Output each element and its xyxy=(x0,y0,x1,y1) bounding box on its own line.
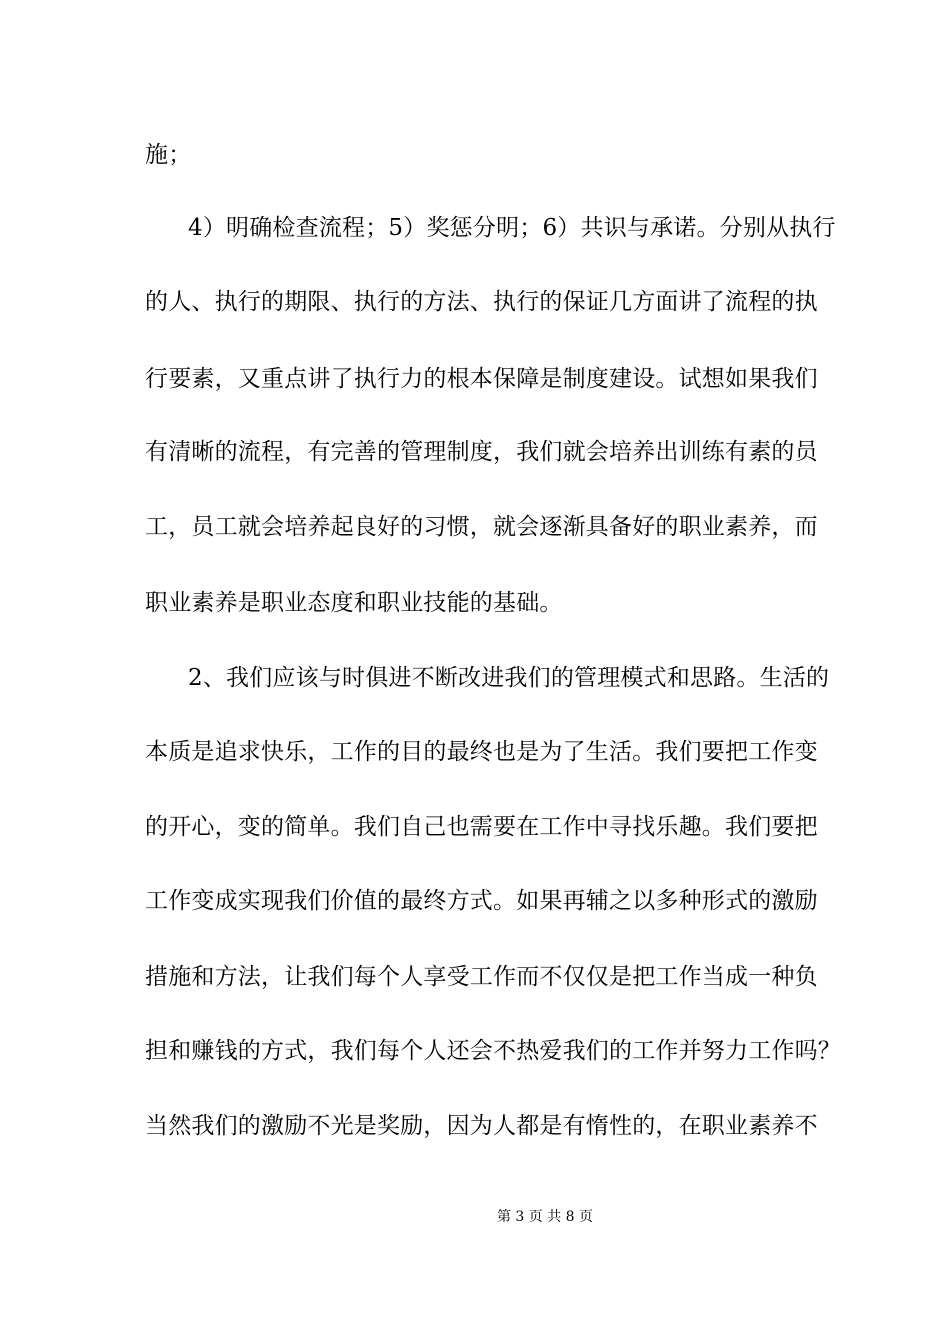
page-footer: 第 3 页 共 8 页 xyxy=(496,1209,594,1225)
text-line-10: 的开心，变的简单。我们自己也需要在工作中寻找乐趣。我们要把 xyxy=(145,814,818,840)
text-line-8: 2、我们应该与时俱进不断改进我们的管理模式和思路。生活的 xyxy=(188,665,830,691)
text-line-9: 本质是追求快乐，工作的目的最终也是为了生活。我们要把工作变 xyxy=(145,739,818,765)
text-line-11: 工作变成实现我们价值的最终方式。如果再辅之以多种形式的激励 xyxy=(145,888,818,914)
text-line-2: 4）明确检查流程；5）奖惩分明；6）共识与承诺。分别从执行 xyxy=(188,215,836,241)
text-line-13: 担和赚钱的方式，我们每个人还会不热爱我们的工作并努力工作吗？ xyxy=(145,1038,841,1064)
text-line-3: 的人、执行的期限、执行的方法、执行的保证几方面讲了流程的执 xyxy=(145,289,818,315)
text-line-6: 工，员工就会培养起良好的习惯，就会逐渐具备好的职业素养，而 xyxy=(145,514,818,540)
text-line-5: 有清晰的流程，有完善的管理制度，我们就会培养出训练有素的员 xyxy=(145,439,818,465)
text-line-4: 行要素，又重点讲了执行力的根本保障是制度建设。试想如果我们 xyxy=(145,366,818,392)
text-line-1: 施； xyxy=(145,142,192,168)
text-line-12: 措施和方法，让我们每个人享受工作而不仅仅是把工作当成一种负 xyxy=(145,964,818,990)
text-line-14: 当然我们的激励不光是奖励，因为人都是有惰性的，在职业素养不 xyxy=(145,1113,818,1139)
text-line-7: 职业素养是职业态度和职业技能的基础。 xyxy=(145,590,563,616)
